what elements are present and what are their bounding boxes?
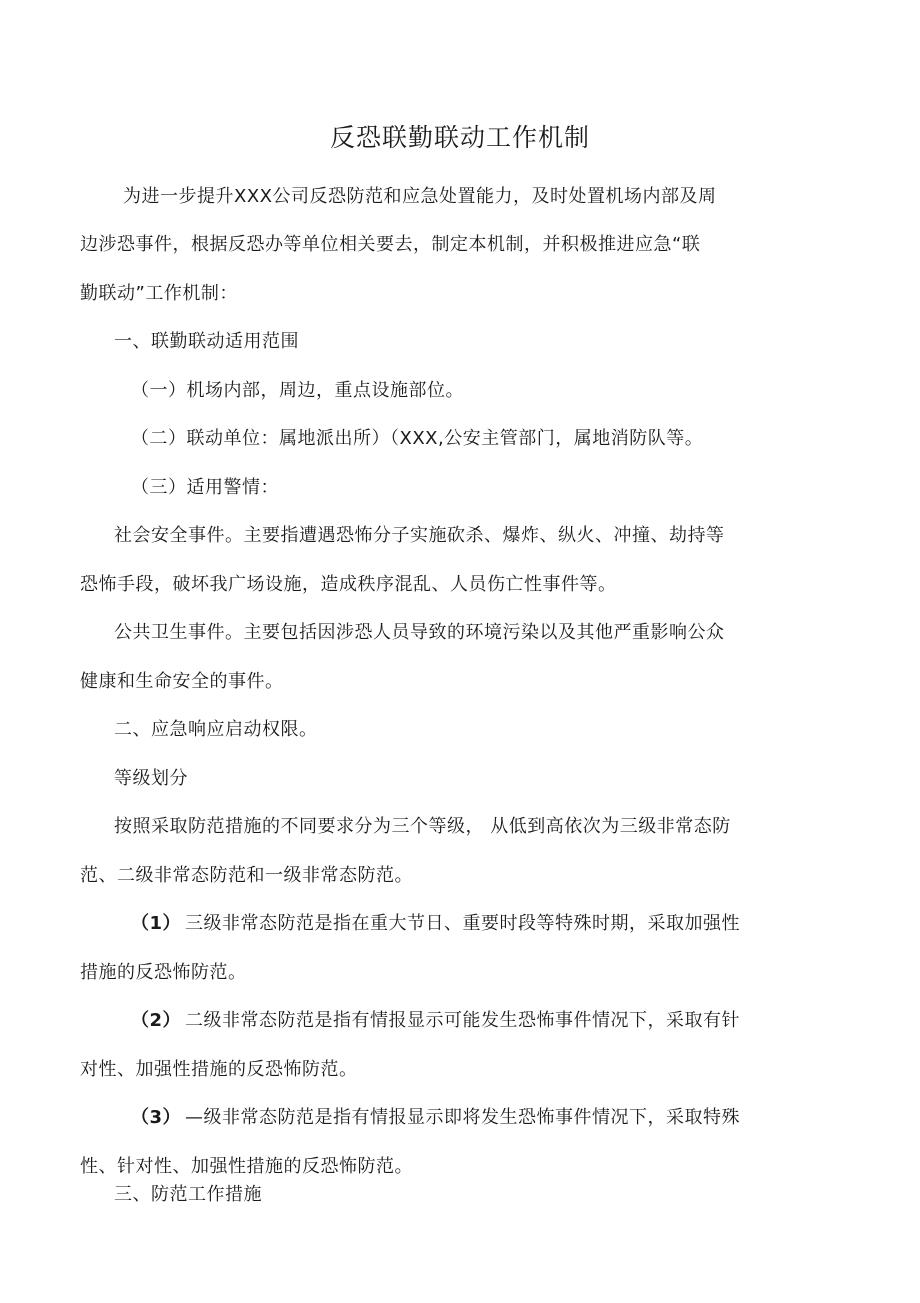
level-2-line-2: 对性、加强性措施的反恐怖防范。 <box>80 1059 358 1080</box>
level-1-line-1: —级非常态防范是指有情报显示即将发生恐怖事件情况下，采取特殊 <box>185 1107 740 1128</box>
health-event-line-2: 健康和生命安全的事件。 <box>80 671 284 692</box>
intro-line-1: 为进一步提升XXX公司反恐防范和应急处置能力，及时处置机场内部及周 <box>123 186 717 207</box>
section-1-item-3: （三）适用警情： <box>131 477 279 498</box>
section-1-heading: 一、联勤联动适用范围 <box>114 331 299 352</box>
level-desc-line-2: 范、二级非常态防范和一级非常态防范。 <box>80 865 413 886</box>
social-event-line-1: 社会安全事件。主要指遭遇恐怖分子实施砍杀、爆炸、纵火、冲撞、劫持等 <box>114 525 725 546</box>
level-2-line-1: 二级非常态防范是指有情报显示可能发生恐怖事件情况下，采取有针 <box>185 1010 740 1031</box>
level-2-number: （2） <box>131 1010 182 1031</box>
intro-line-2: 边涉恐事件，根据反恐办等单位相关要去，制定本机制，并积极推进应急“联 <box>80 234 701 255</box>
section-1-item-1: （一）机场内部，周边，重点设施部位。 <box>131 380 464 401</box>
social-event-line-2: 恐怖手段，破坏我广场设施，造成秩序混乱、人员伤亡性事件等。 <box>80 574 617 595</box>
section-3-heading: 三、防范工作措施 <box>114 1184 262 1205</box>
level-1-number: （3） <box>131 1107 182 1128</box>
intro-line-3: 勤联动”工作机制： <box>80 283 238 304</box>
section-2-heading: 二、应急响应启动权限。 <box>114 719 318 740</box>
level-desc-line-1: 按照采取防范措施的不同要求分为三个等级， 从低到高依次为三级非常态防 <box>114 816 731 837</box>
section-1-item-2: （二）联动单位：属地派出所）（XXX,公安主管部门，属地消防队等。 <box>131 428 704 449</box>
level-3-number: （1） <box>131 913 182 934</box>
level-3-line-1: 三级非常态防范是指在重大节日、重要时段等特殊时期，采取加强性 <box>185 913 740 934</box>
section-2-subheading: 等级划分 <box>114 768 188 789</box>
health-event-line-1: 公共卫生事件。主要包括因涉恐人员导致的环境污染以及其他严重影响公众 <box>114 622 725 643</box>
level-3-line-2: 措施的反恐怖防范。 <box>80 962 247 983</box>
level-1-line-2: 性、针对性、加强性措施的反恐怖防范。 <box>80 1156 413 1177</box>
document-title: 反恐联勤联动工作机制 <box>329 123 590 152</box>
